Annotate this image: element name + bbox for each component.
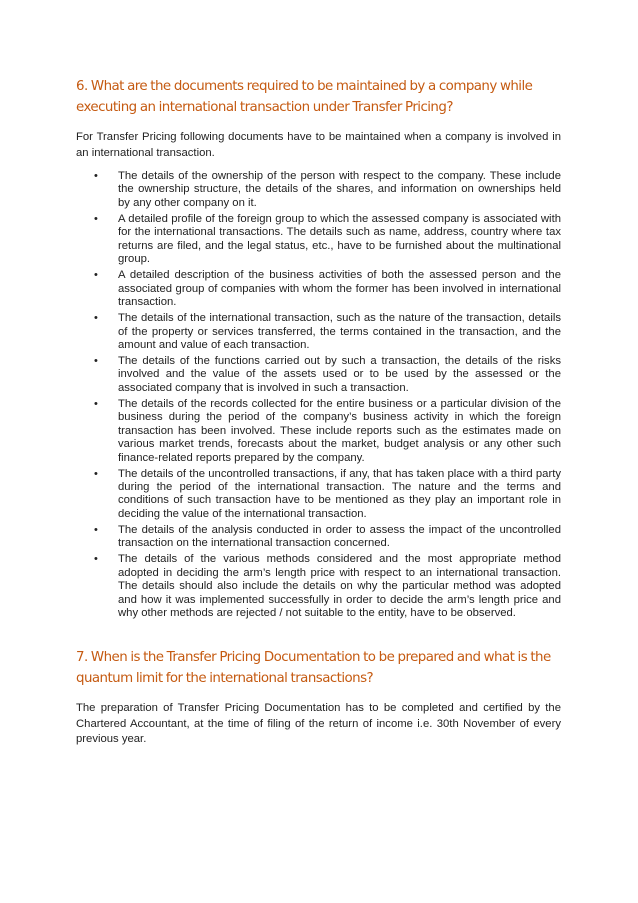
bullet-icon: • xyxy=(94,212,98,225)
section-7-body: The preparation of Transfer Pricing Documentation has to be completed and certified by the Chartered Accountant, at the time of filing of the return of income i.e. 30th November of every previous year. xyxy=(76,702,561,745)
list-item: • The details of the ownership of the person with respect to the company. These include the ownership structure, the details of the shares, and information on ownerships held by any other company on it. xyxy=(94,170,561,209)
bullet-icon: • xyxy=(94,269,98,282)
bullet-icon: • xyxy=(94,553,98,566)
list-item: • The details of the analysis conducted in order to assess the impact of the uncontrolled transaction on the international transaction concerned. xyxy=(94,523,561,550)
list-item: • The details of the functions carried out by such a transaction, the details of the risks involved and the value of the assets used or to be used by the assessed or the associated company that is involved in such a transaction. xyxy=(94,355,561,394)
bullet-icon: • xyxy=(94,467,98,480)
section-6-heading-line-1: 6. What are the documents required to be maintained by a company while xyxy=(76,79,533,94)
section-6-heading-line-2: executing an international transaction under Transfer Pricing? xyxy=(76,100,453,115)
document-page xyxy=(76,0,561,903)
bullet-icon: • xyxy=(94,312,98,325)
section-6-heading xyxy=(76,76,561,118)
bullet-icon: • xyxy=(94,355,98,368)
list-item: • The details of the various methods considered and the most appropriate method adopted in deciding the arm’s length price with respect to an international transaction. The details should also include the details on why the particular method was adopted and how it was implemented successfully in order to decide the arm’s length price and why other methods are rejected / not suitable to the entity, have to be observed. xyxy=(94,553,561,620)
documents-list xyxy=(76,170,561,623)
section-7-heading-line-1: 7. When is the Transfer Pricing Documentation to be prepared and what is the xyxy=(76,650,551,665)
bullet-icon: • xyxy=(94,170,98,182)
bullet-icon: • xyxy=(94,523,98,536)
section-7-heading xyxy=(76,647,561,689)
bullet-icon: • xyxy=(94,397,98,410)
list-item: • A detailed description of the business activities of both the assessed person and the associated group of companies with whom the former has been involved in international transaction. xyxy=(94,269,561,309)
section-6-intro: For Transfer Pricing following documents have to be maintained when a company is involved in an international transaction. xyxy=(76,131,561,159)
section-7-heading-line-2: quantum limit for the international transactions? xyxy=(76,671,374,686)
list-item: • The details of the uncontrolled transactions, if any, that has taken place with a third party during the period of the international transaction. The nature and the terms and conditions of such transaction have to be mentioned as they play an important role in deciding the value of the international transaction. xyxy=(94,467,561,520)
list-item: • A detailed profile of the foreign group to which the assessed company is associated with for the international transactions. The details such as name, address, country where tax returns are filed, and the legal status, etc., have to be furnished about the multinational group. xyxy=(94,212,561,266)
list-item: • The details of the international transaction, such as the nature of the transaction, details of the property or services transferred, the terms contained in the transaction, and the amount and value of each transaction. xyxy=(94,312,561,351)
list-item: • The details of the records collected for the entire business or a particular division of the business during the period of the company’s business activity in which the foreign transaction has been involved. These include reports such as the estimates made on various market trends, forecasts about the market, budget analysis or any other such finance-related reports prepared by the company. xyxy=(94,397,561,464)
